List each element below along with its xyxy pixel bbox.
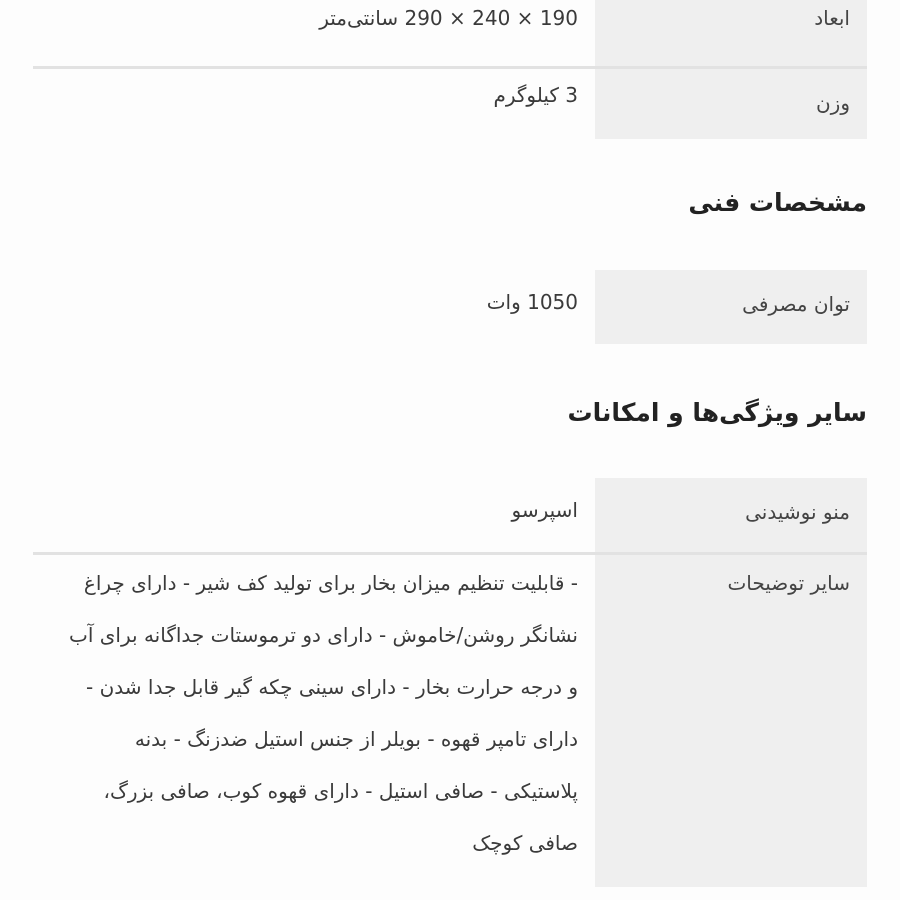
row-label: وزن [595, 68, 867, 140]
section-title-other-features: سایر ویژگی‌ها و امکانات [567, 398, 867, 427]
row-value: 3 کیلوگرم [33, 68, 595, 140]
row-value: 190 × 240 × 290 سانتی‌متر [319, 6, 578, 30]
technical-specs-table [33, 270, 867, 344]
row-label: توان مصرفی [595, 270, 867, 344]
table-row-power [33, 270, 867, 344]
row-label: سایر توضیحات [595, 554, 867, 888]
section-title-technical-specs: مشخصات فنی [688, 188, 867, 217]
row-label: منو نوشیدنی [595, 478, 867, 554]
dimensions-table [33, 0, 867, 139]
table-row-dimensions [33, 0, 867, 68]
row-value: 1050 وات [486, 290, 578, 314]
row-value: - قابلیت تنظیم میزان بخار برای تولید کف شیر - دارای چراغ نشانگر روشن/خاموش - دارای دو ترموستات جداگانه برای آب و درجه حرارت بخار - دارای سینی چکه گیر قابل جدا شدن - دارای تامپر قهوه - بویلر از جنس استیل ضدزنگ - بدنه پلاستیکی - صافی استیل - دارای قهوه کوب، صافی بزرگ، صافی کوچک [33, 554, 595, 888]
other-features-table [33, 478, 867, 887]
row-value: اسپرسو [511, 498, 578, 522]
table-row-weight [33, 68, 867, 140]
table-row-other-notes [33, 554, 867, 888]
row-label: ابعاد [595, 0, 867, 68]
table-row-drink-menu [33, 478, 867, 554]
